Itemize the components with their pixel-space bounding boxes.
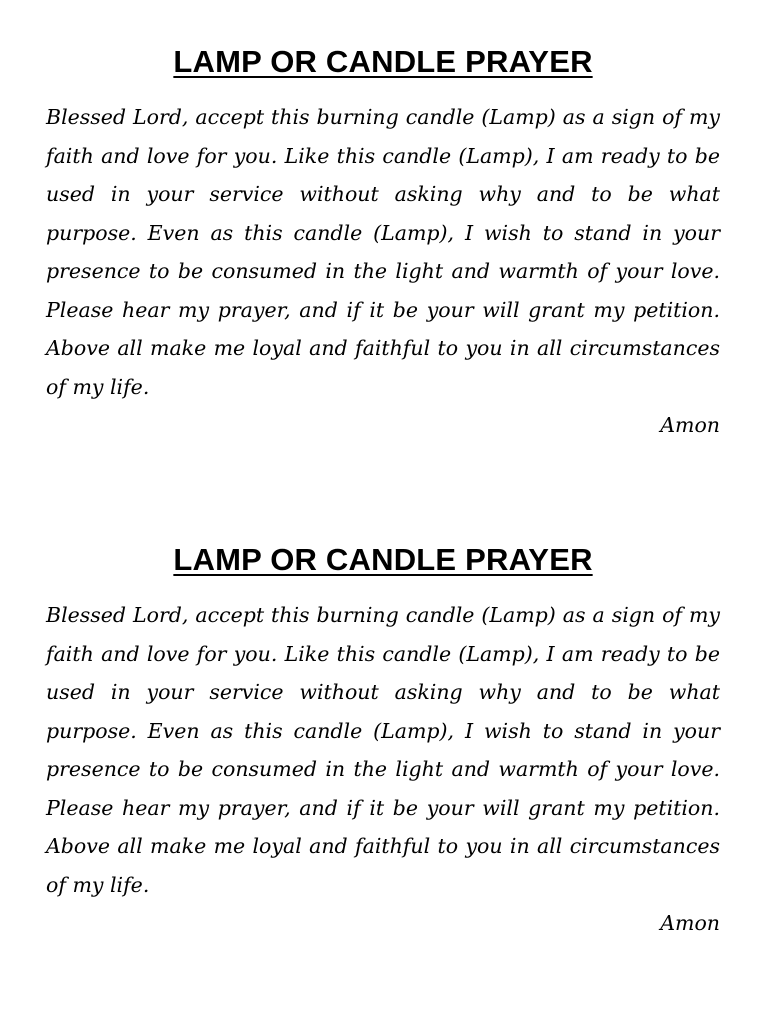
prayer-title: LAMP OR CANDLE PRAYER bbox=[173, 542, 593, 577]
prayer-title: LAMP OR CANDLE PRAYER bbox=[173, 44, 593, 79]
prayer-body: Blessed Lord, accept this burning candle (Lamp) as a sign of my faith and love for you. Like this candle (Lamp), I am ready to be used in your service without asking why and to be what purpose. Even as this candle (Lamp), I wish to stand in your presence to be consumed in the light and warmth of your love. Please hear my prayer, and if it be your will grant my petition. Above all make me loyal and faithful to you in all circumstances of my life. bbox=[46, 603, 720, 897]
prayer-body: Blessed Lord, accept this burning candle (Lamp) as a sign of my faith and love for you. Like this candle (Lamp), I am ready to be used in your service without asking why and to be what purpose. Even as this candle (Lamp), I wish to stand in your presence to be consumed in the light and warmth of your love. Please hear my prayer, and if it be your will grant my petition. Above all make me loyal and faithful to you in all circumstances of my life. bbox=[46, 105, 720, 399]
prayer-signoff: Amon bbox=[660, 413, 720, 437]
prayer-card-1 bbox=[46, 43, 720, 445]
prayer-signoff: Amon bbox=[660, 911, 720, 935]
prayer-card-2 bbox=[46, 541, 720, 943]
